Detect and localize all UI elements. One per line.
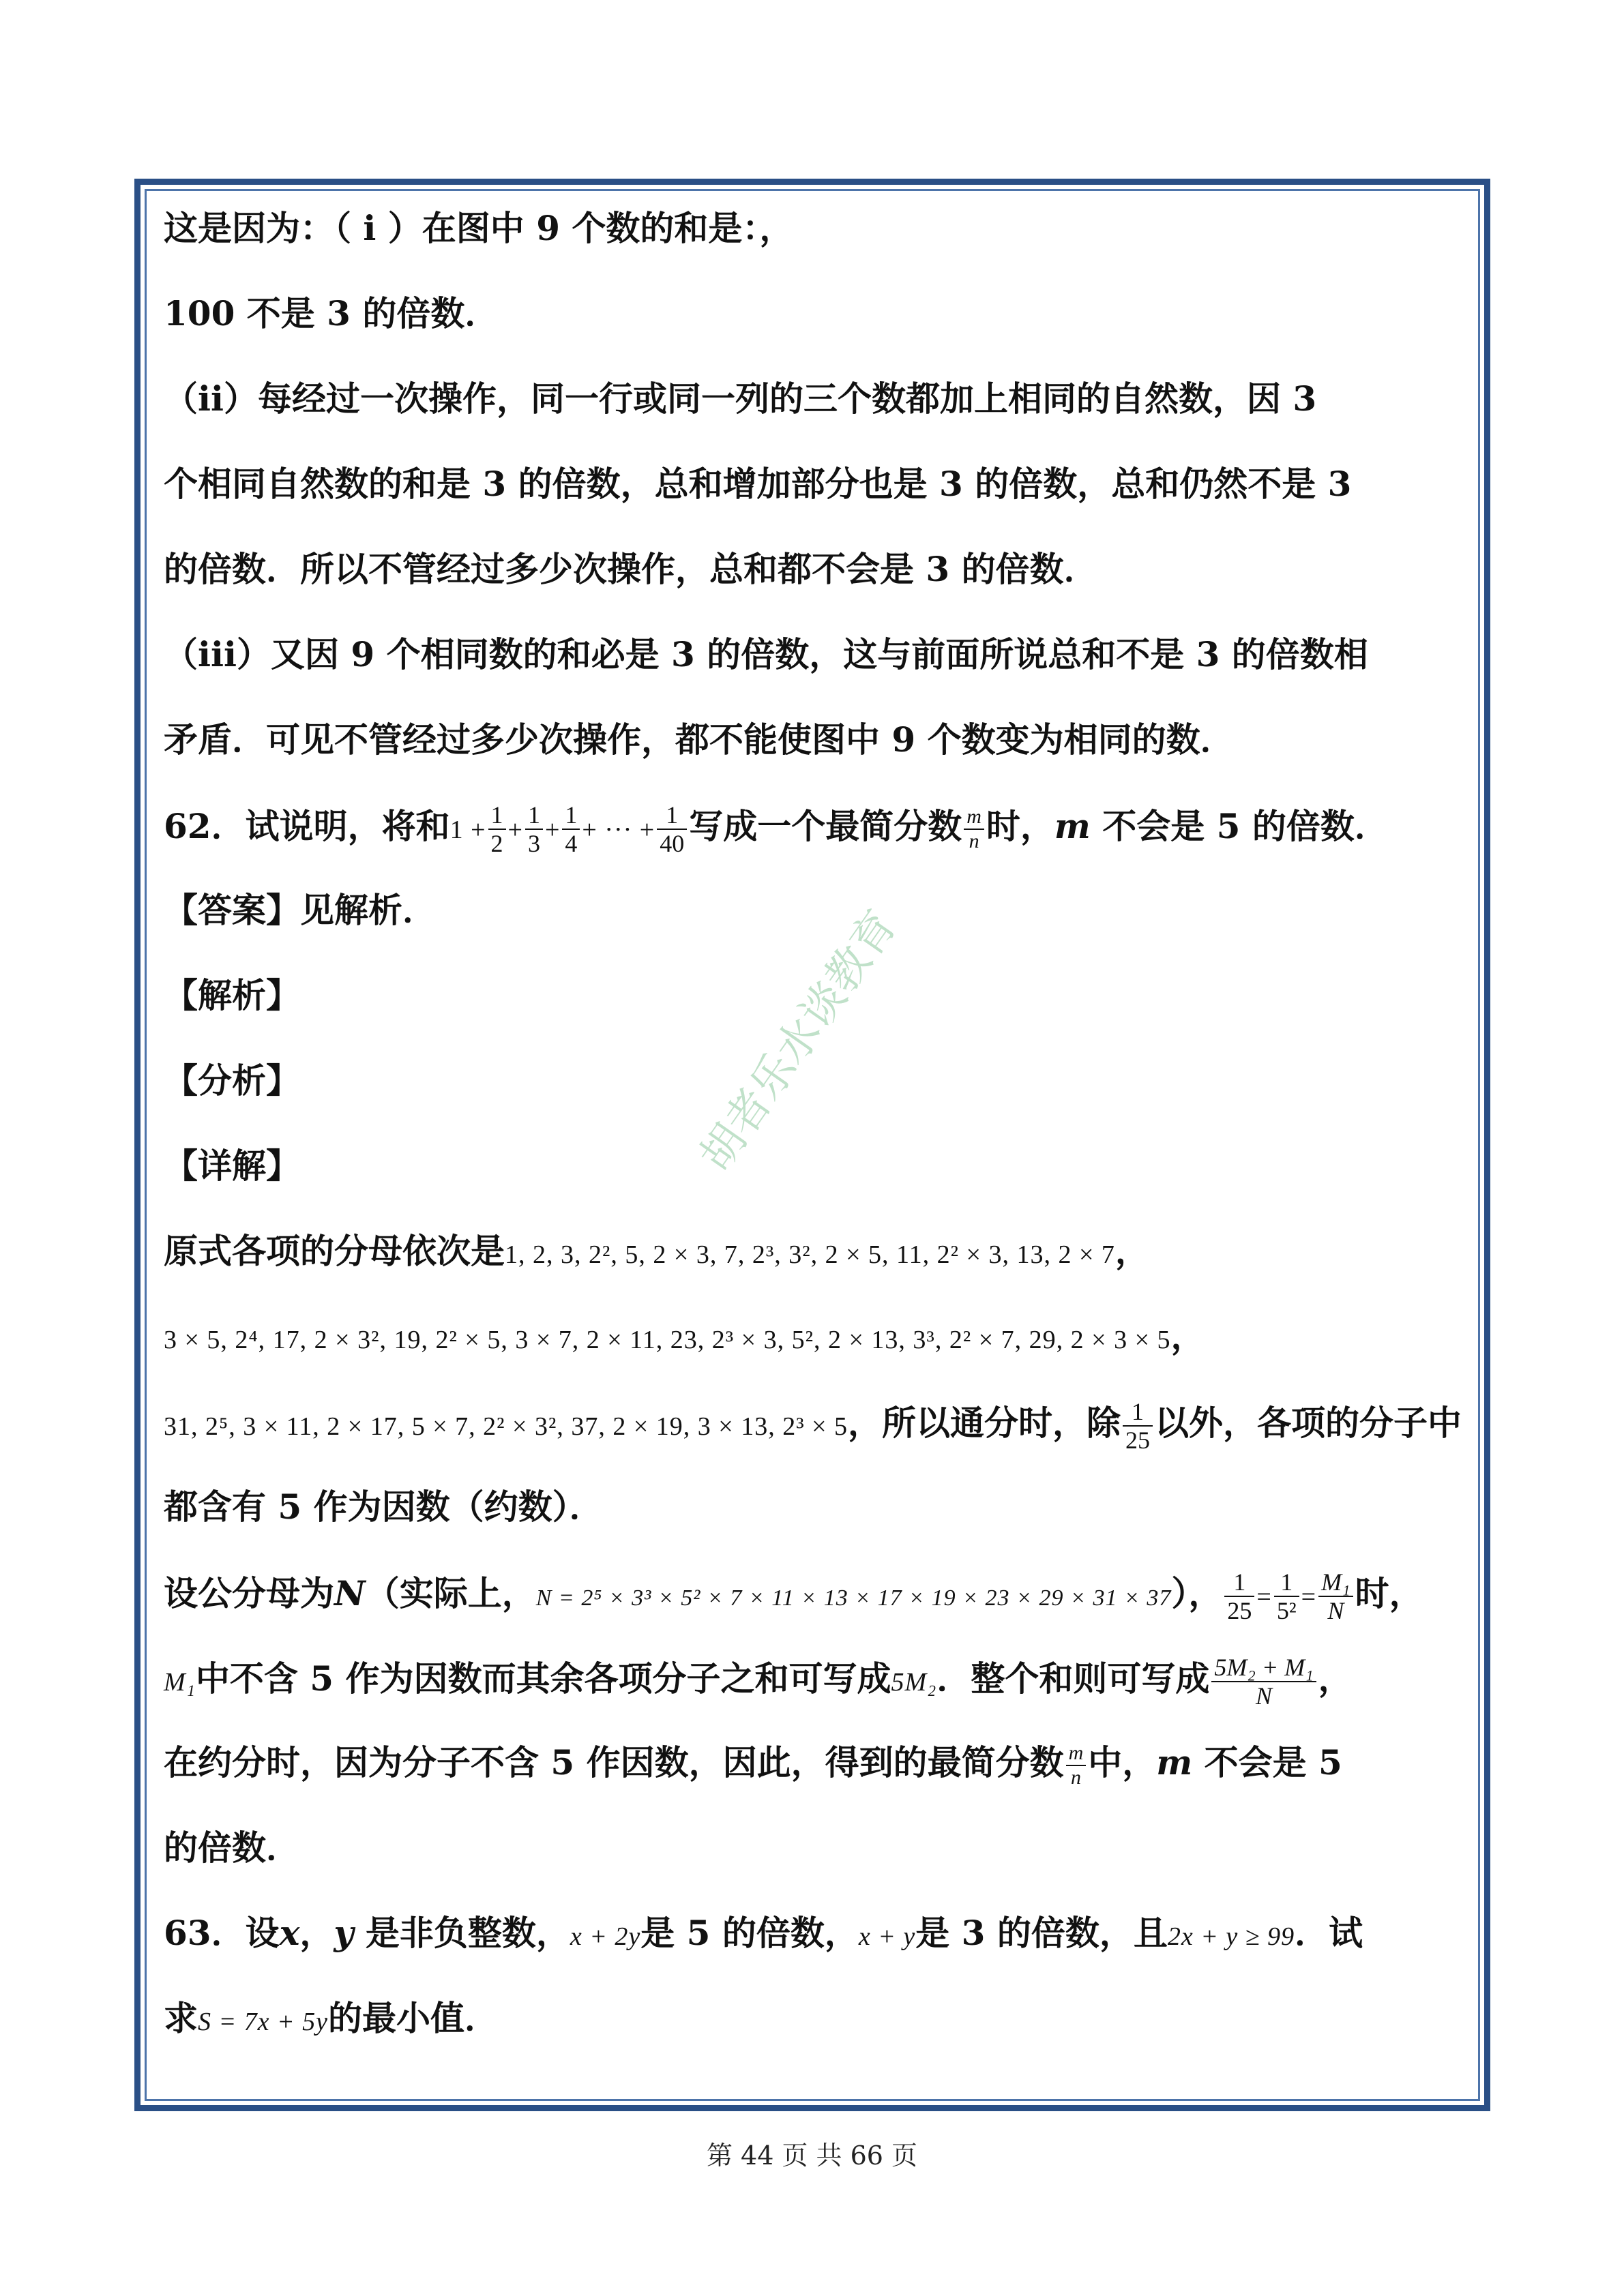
fraction-1-25: $\frac{1}{25}$: [1123, 1398, 1153, 1454]
answer-heading: 【答案】见解析．: [164, 890, 437, 930]
text-line-3: （ii）每经过一次操作，同一行或同一列的三个数都加上相同的自然数，因 3: [164, 378, 1317, 419]
text-line-4: 个相同自然数的和是 3 的倍数，总和增加部分也是 3 的倍数，总和仍然不是 3: [164, 464, 1352, 504]
text-line-20: 的倍数．: [164, 1828, 300, 1868]
denominators-line-2: 3 × 5, 2⁴, 17, 2 × 3², 19, 2² × 5, 3 × 7, 2 × 11, 23, 2³ × 3, 5², 2 × 13, 3³, 2² × 7, 29, 2 × 3 × 5，: [164, 1316, 1205, 1356]
fraction: $\frac{1}{4}$: [562, 801, 580, 857]
detail-heading: 【详解】: [164, 1146, 300, 1186]
fraction: $\frac{1}{2}$: [488, 801, 506, 857]
text-line-22: 求S = 7x + 5y的最小值．: [164, 1998, 499, 2038]
fraction-m-over-n: $\frac{m}{n}$: [964, 805, 984, 853]
denominators-line-3: 31, 2⁵, 3 × 11, 2 × 17, 5 × 7, 2² × 3², 37, 2 × 19, 3 × 13, 2³ × 5，所以通分时，除 $\frac{1}{25}$ 以外，各项的分子中: [164, 1398, 1462, 1454]
denominators-line-1: 原式各项的分母依次是1, 2, 3, 2², 5, 2 × 3, 7, 2³, 3², 2 × 5, 11, 2² × 3, 13, 2 × 7，: [164, 1231, 1149, 1271]
problem-63: 63．设x，y 是非负整数，x + 2y是 5 的倍数，x + y是 3 的倍数，且2x + y ≥ 99．试: [164, 1913, 1363, 1953]
fraction: $\frac{1}{3}$: [525, 801, 543, 857]
text-line-5: 的倍数．所以不管经过多少次操作，总和都不会是 3 的倍数．: [164, 549, 1098, 589]
fenxi-heading: 【分析】: [164, 1060, 300, 1101]
fraction-sum: $\frac{\text{5M₂ + M₁}}{N}$: [1211, 1654, 1316, 1710]
fraction: $\frac{1}{40}$: [657, 801, 687, 857]
common-denominator-line: 设公分母为N（实际上，N = 2⁵ × 3³ × 5² × 7 × 11 × 13 × 17 × 19 × 23 × 29 × 31 × 37）， $\frac{1}{25}$ = $\frac{1}{\text{5²}}$ = $\frac{\text{M₁}}{N}$ 时，: [164, 1568, 1423, 1624]
text-line-6: （iii）又因 9 个相同数的和必是 3 的倍数，这与前面所说总和不是 3 的倍数相: [164, 634, 1368, 674]
text-line-7: 矛盾．可见不管经过多少次操作，都不能使图中 9 个数变为相同的数．: [164, 719, 1235, 760]
problem-62: 62．试说明，将和1 + $\frac{1}{2}$ + $\frac{1}{3}$ + $\frac{1}{4}$ + ··· + $\frac{1}{40}$ 写成一个最简分数 $\frac{m}{n}$ 时，m 不会是 5 的倍数．: [164, 801, 1389, 857]
text-line-16: 都含有 5 作为因数（约数）．: [164, 1487, 604, 1527]
text-line-18: M₁中不含 5 作为因数而其余各项分子之和可写成5M₂．整个和则可写成 $\frac{\text{5M₂ + M₁}}{N}$ ，: [164, 1654, 1353, 1710]
page-number-footer: 第 44 页 共 66 页: [706, 2141, 918, 2171]
text-line-1: 这是因为：（ i ）在图中 9 个数的和是：，: [164, 208, 794, 248]
text-line-2: 100 不是 3 的倍数．: [164, 293, 499, 333]
text-line-19: 在约分时，因为分子不含 5 作因数，因此，得到的最简分数 $\frac{m}{n}$ 中，m 不会是 5: [164, 1742, 1342, 1789]
watermark: 胡者乐水谈教育: [690, 901, 907, 1181]
analysis-heading: 【解析】: [164, 975, 300, 1015]
